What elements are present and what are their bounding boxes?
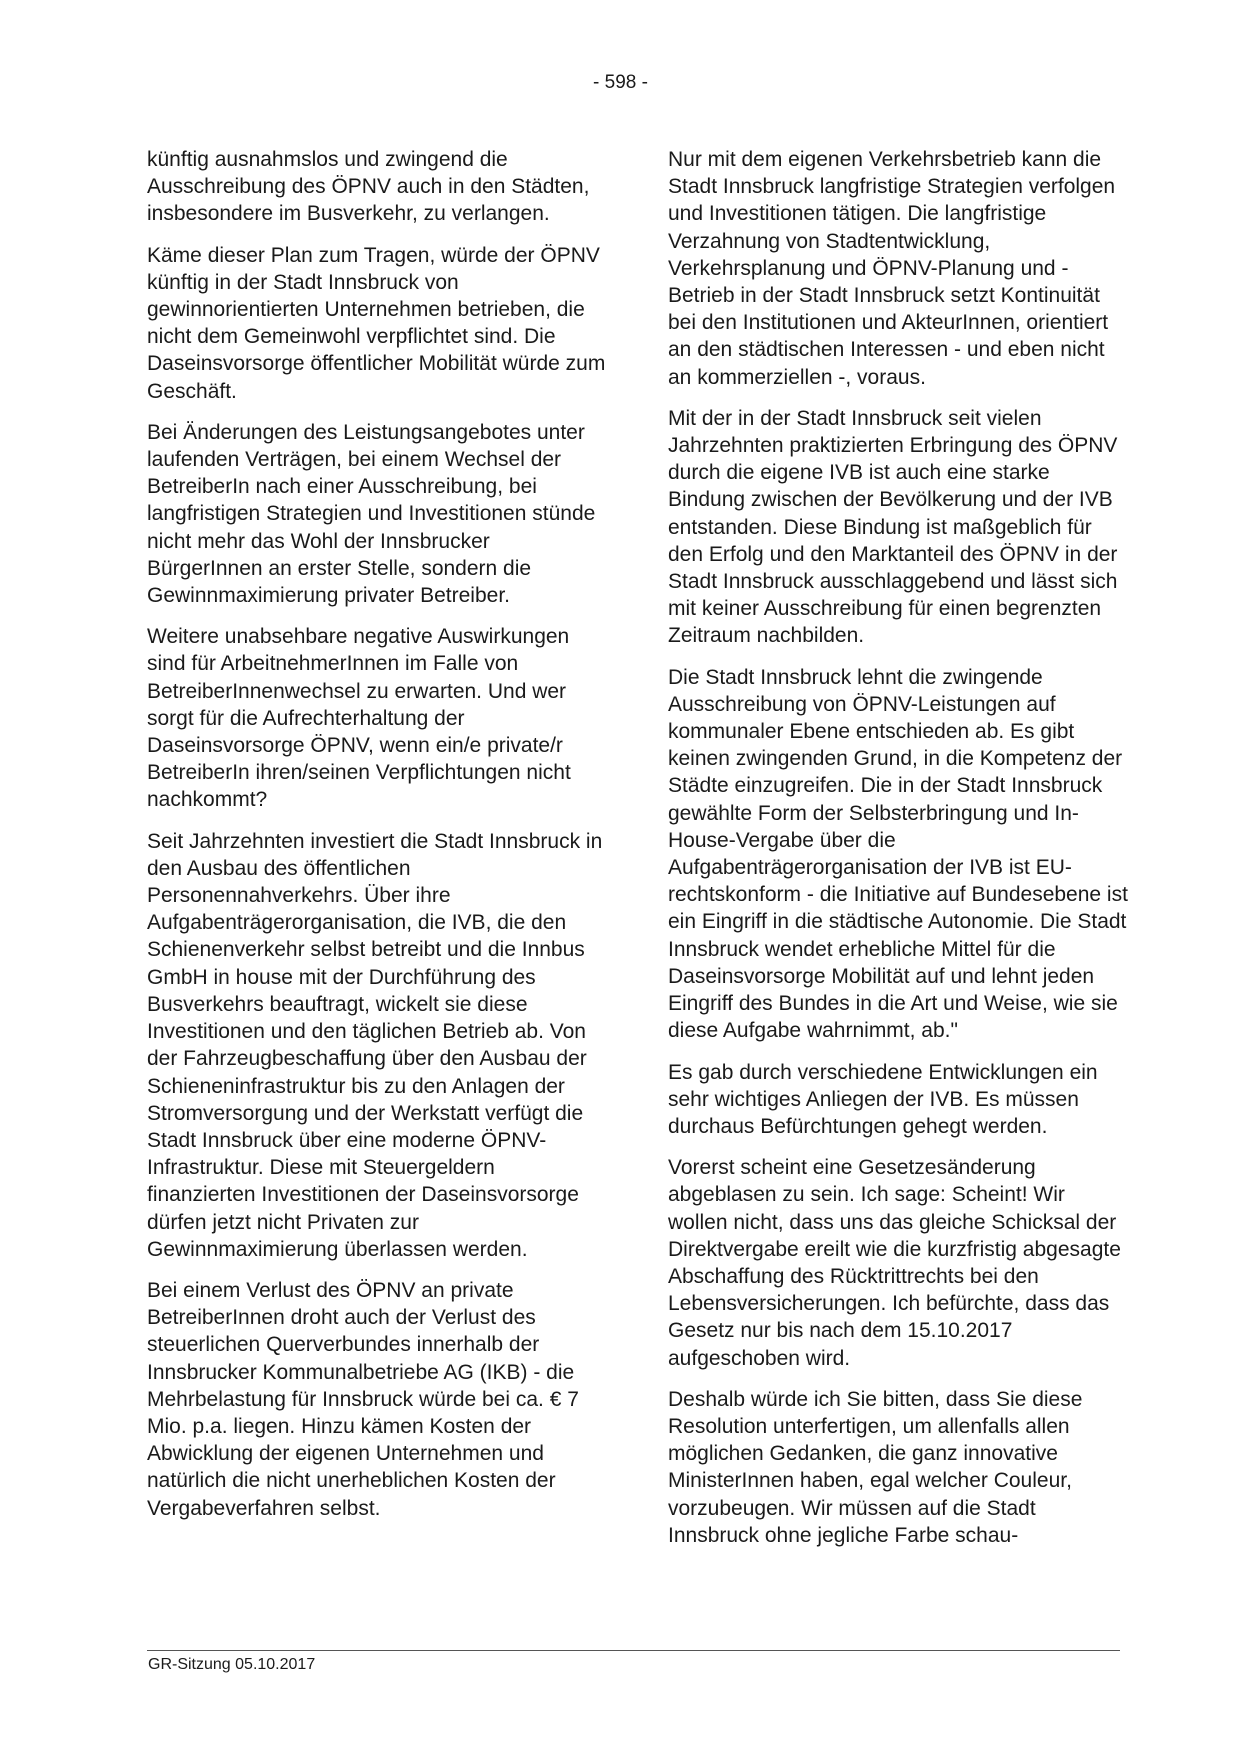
- paragraph: Es gab durch verschiedene Entwicklungen ein sehr wichtiges Anliegen der IVB. Es müssen durchaus Befürchtungen gehegt werden.: [668, 1060, 1098, 1138]
- footer-text: GR-Sitzung 05.10.2017: [148, 1656, 316, 1673]
- paragraph: künftig ausnahmslos und zwingend die Ausschreibung des ÖPNV auch in den Städten, insbesondere im Busverkehr, zu verlangen.: [147, 148, 590, 226]
- paragraph: Nur mit dem eigenen Verkehrsbetrieb kann die Stadt Innsbruck langfristige Strategien verfolgen und Investitionen tätigen. Die langfristige Verzahnung von Stadtentwicklung, Verkehrsplanung und ÖPNV-Planung und -Betrieb in der Stadt Innsbruck setzt Kontinuität bei den Institutionen und AkteurInnen, orientiert an den städtischen Interessen - und eben nicht an kommerziellen -, voraus.: [668, 148, 1116, 389]
- paragraph: Die Stadt Innsbruck lehnt die zwingende Ausschreibung von ÖPNV-Leistungen auf kommunaler Ebene entschieden ab. Es gibt keinen zwingenden Grund, in die Kompetenz der Städte einzugreifen. Die in der Stadt Innsbruck gewählte Form der Selbsterbringung und In-House-Vergabe über die Aufgabenträgerorganisation der IVB ist EU-rechtskonform - die Initiative auf Bundesebene ist ein Eingriff in die städtische Autonomie. Die Stadt Innsbruck wendet erhebliche Mittel für die Daseinsvorsorge Mobilität auf und lehnt jeden Eingriff des Bundes in die Art und Weise, wie sie diese Aufgabe wahrnimmt, ab.": [668, 665, 1128, 1043]
- page-number: - 598 -: [593, 72, 648, 93]
- paragraph: Seit Jahrzehnten investiert die Stadt Innsbruck in den Ausbau des öffentlichen Personennahverkehrs. Über ihre Aufgabenträgerorganisation, die IVB, die den Schienenverkehr selbst betreibt und die Innbus GmbH in house mit der Durchführung des Busverkehrs beauftragt, wickelt sie diese Investitionen und den täglichen Betrieb ab. Von der Fahrzeugbeschaffung über den Ausbau der Schieneninfrastruktur bis zu den Anlagen der Stromversorgung und der Werkstatt verfügt die Stadt Innsbruck über eine moderne ÖPNV-Infrastruktur. Diese mit Steuergeldern finanzierten Investitionen der Daseinsvorsorge dürfen jetzt nicht Privaten zur Gewinnmaximierung überlassen werden.: [147, 829, 603, 1261]
- paragraph: Weitere unabsehbare negative Auswirkungen sind für ArbeitnehmerInnen im Falle von BetreiberInnenwechsel zu erwarten. Und wer sorgt für die Aufrechterhaltung der Daseinsvorsorge ÖPNV, wenn ein/e private/r BetreiberIn ihren/seinen Verpflichtungen nicht nachkommt?: [147, 625, 571, 812]
- paragraph: Mit der in der Stadt Innsbruck seit vielen Jahrzehnten praktizierten Erbringung des ÖPNV durch die eigene IVB ist auch eine starke Bindung zwischen der Bevölkerung und der IVB entstanden. Diese Bindung ist maßgeblich für den Erfolg und den Marktanteil des ÖPNV in der Stadt Innsbruck ausschlaggebend und lässt sich mit keiner Ausschreibung für einen begrenzten Zeitraum nachbilden.: [668, 406, 1118, 648]
- right-column: [668, 146, 1128, 1563]
- paragraph: Bei einem Verlust des ÖPNV an private BetreiberInnen droht auch der Verlust des steuerlichen Querverbundes innerhalb der Innsbrucker Kommunalbetriebe AG (IKB) - die Mehrbelastung für Innsbruck würde bei ca. € 7 Mio. p.a. liegen. Hinzu kämen Kosten der Abwicklung der eigenen Unternehmen und natürlich die nicht unerheblichen Kosten der Vergabeverfahren selbst.: [147, 1278, 579, 1520]
- paragraph: Bei Änderungen des Leistungsangebotes unter laufenden Verträgen, bei einem Wechsel der BetreiberIn nach einer Ausschreibung, bei langfristigen Strategien und Investitionen stünde nicht mehr das Wohl der Innsbrucker BürgerInnen an erster Stelle, sondern die Gewinnmaximierung privater Betreiber.: [147, 420, 596, 608]
- paragraph: Deshalb würde ich Sie bitten, dass Sie diese Resolution unterfertigen, um allenfalls allen möglichen Gedanken, die ganz innovative MinisterInnen haben, egal welcher Couleur, vorzubeugen. Wir müssen auf die Stadt Innsbruck ohne jegliche Farbe schau-: [668, 1387, 1083, 1547]
- paragraph: Vorerst scheint eine Gesetzesänderung abgeblasen zu sein. Ich sage: Scheint! Wir wollen nicht, dass uns das gleiche Schicksal der Direktvergabe ereilt wie die kurzfristig abgesagte Abschaffung des Rücktrittrechts bei den Lebensversicherungen. Ich befürchte, dass das Gesetz nur bis nach dem 15.10.2017 aufgeschoben wird.: [668, 1156, 1121, 1370]
- footer-divider: [147, 1650, 1120, 1651]
- paragraph: Käme dieser Plan zum Tragen, würde der ÖPNV künftig in der Stadt Innsbruck von gewinnorientierten Unternehmen betrieben, die nicht dem Gemeinwohl verpflichtet sind. Die Daseinsvorsorge öffentlicher Mobilität würde zum Geschäft.: [147, 243, 606, 403]
- left-column: [147, 146, 607, 1536]
